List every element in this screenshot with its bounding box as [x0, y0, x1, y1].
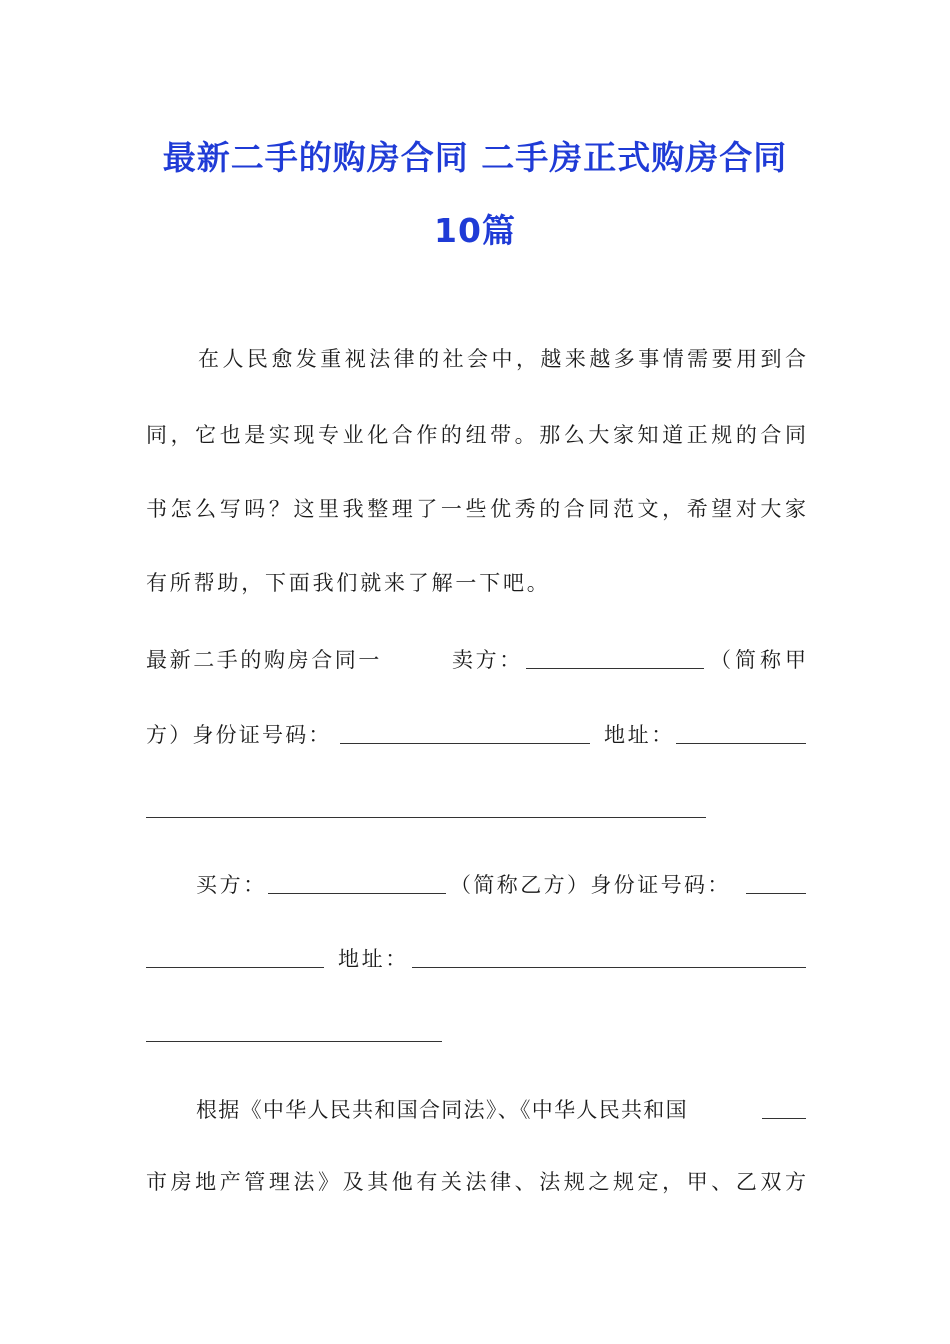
buyer-address-blank-2	[146, 1041, 442, 1042]
buyer-id-label: （简称乙方）身份证号码：	[450, 873, 731, 897]
seller-suffix	[710, 645, 806, 675]
buyer-label: 买方：	[196, 873, 267, 897]
buyer-id-blank-2	[146, 967, 324, 968]
buyer-address-blank	[412, 967, 806, 968]
seller-address-label: 地址：	[604, 723, 675, 747]
seller-address-blank-2	[146, 817, 706, 818]
city-blank	[762, 1118, 806, 1119]
intro-line-3: 书怎么写吗？这里我整理了一些优秀的合同范文，希望对大家	[146, 497, 806, 521]
document-title-line-2: 10篇	[434, 211, 516, 250]
basis-line-2: 市房地产管理法》及其他有关法律、法规之规定，甲、乙双方	[146, 1170, 806, 1194]
contract-heading: 最新二手的购房合同一	[146, 648, 382, 672]
buyer-address-label: 地址：	[338, 947, 409, 971]
document-title-line-1: 最新二手的购房合同 二手房正式购房合同	[162, 138, 788, 177]
seller-label: 卖方：	[452, 648, 523, 672]
intro-line-1: 在人民愈发重视法律的社会中，越来越多事情需要用到合	[198, 347, 806, 371]
buyer-name-blank	[268, 893, 446, 894]
seller-name-blank	[526, 668, 704, 669]
seller-id-label: 方）身份证号码：	[146, 723, 332, 747]
seller-id-blank	[340, 743, 590, 744]
seller-address-blank	[676, 743, 806, 744]
seller-suffix-text: （简称甲	[710, 648, 806, 672]
buyer-id-blank	[746, 893, 806, 894]
basis-line-1: 根据《中华人民共和国合同法》、《中华人民共和国	[196, 1098, 688, 1122]
intro-line-2: 同，它也是实现专业化合作的纽带。那么大家知道正规的合同	[146, 423, 806, 447]
intro-line-4: 有所帮助，下面我们就来了解一下吧。	[146, 571, 551, 595]
